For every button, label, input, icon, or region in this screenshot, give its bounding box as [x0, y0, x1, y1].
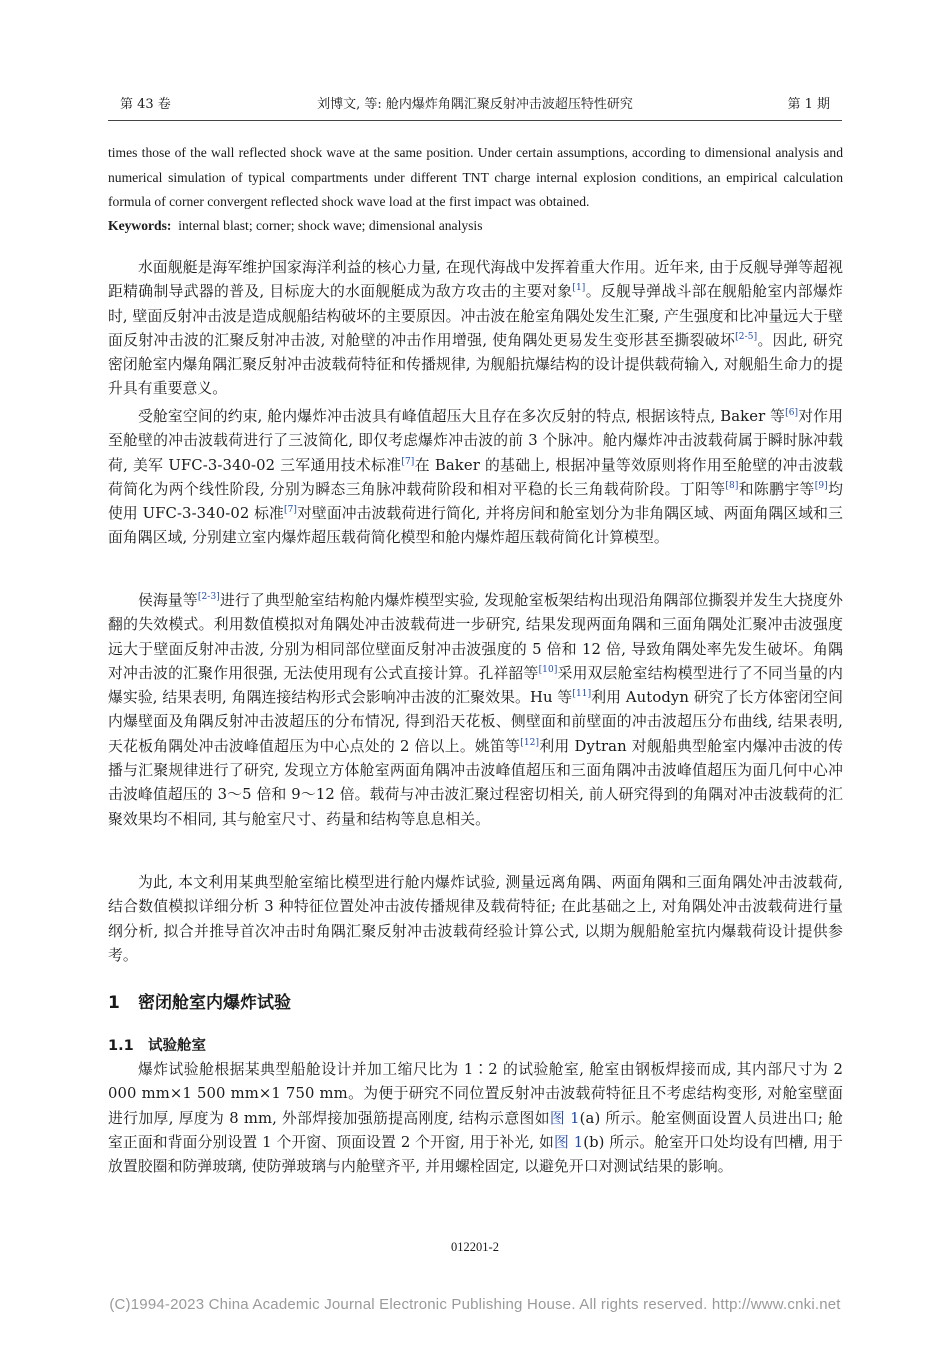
running-title: 刘博文, 等: 舱内爆炸角隅汇聚反射冲击波超压特性研究: [317, 97, 633, 112]
citation-link[interactable]: [6]: [785, 408, 799, 419]
header-divider: [108, 120, 842, 121]
p3-text-a: 侯海量等: [138, 592, 198, 609]
subsection-heading-1-1: [108, 1034, 206, 1058]
p2-text-f: 对壁面冲击波载荷进行简化, 并将房间和舱室划分为非角隅区域、两面角隅区域和三面角隅区域, 分别建立室内爆炸超压载荷简化模型和舱内爆炸超压载荷简化计算模型。: [108, 505, 843, 547]
subsection-number: 1.1: [108, 1038, 134, 1054]
citation-link[interactable]: [2-3]: [197, 592, 220, 603]
section-title: 密闭舱室内爆炸试验: [138, 993, 291, 1013]
copyright-footer: (C)1994-2023 China Academic Journal Electronic Publishing House. All rights reserved. http://www.cnki.net: [109, 1296, 841, 1313]
p1-text-c: 。因此, 研究密闭舱室内爆角隅汇聚反射冲击波载荷特征和传播规律, 为舰船抗爆结构的设计提供载荷输入, 对舰船生命力的提升具有重要意义。: [108, 331, 844, 398]
intro-paragraph-2: [108, 405, 843, 551]
abstract-continuation: times those of the wall reflected shock wave at the same position. Under certain assumptions, according to dimensional analysis and numerical simulation of typical compartments under different TNT charge internal explosion conditions, an empirical calculation formula of corner convergent reflected shock wave load at the first impact was obtained.: [108, 145, 843, 209]
citation-link[interactable]: [9]: [814, 480, 828, 491]
p2-text-a: 受舱室空间的约束, 舱内爆炸冲击波具有峰值超压大且存在多次反射的特点, 根据该特点, Baker 等: [138, 408, 786, 425]
citation-link[interactable]: [11]: [572, 689, 592, 700]
p3-text-d: 利用 Autodyn 研究了长方体密闭空间内爆壁面及角隅反射冲击波超压的分布情况, 得到沿天花板、侧壁面和前壁面的冲击波超压分布曲线, 结果表明, 天花板角隅处冲击波峰值超压为中心点处的 2 倍以上。姚笛等: [108, 689, 843, 755]
p2-text-d: 和陈鹏宇等: [738, 480, 815, 498]
section-number: 1: [108, 993, 120, 1013]
citation-link[interactable]: [12]: [520, 737, 540, 748]
p1-text-a: 水面舰艇是海军维护国家海洋利益的核心力量, 在现代海战中发挥着重大作用。近年来, 由于反舰导弹等超视距精确制导武器的普及, 目标庞大的水面舰艇成为敌方攻击的主要对象: [108, 259, 843, 301]
p4-text: 为此, 本文利用某典型舱室缩比模型进行舱内爆炸试验, 测量远离角隅、两面角隅和三面角隅处冲击波载荷, 结合数值模拟详细分析 3 种特征位置处冲击波传播规律及载荷特征; 在此基础之上, 对角隅处冲击波载荷进行量纲分析, 拟合并推导首次冲击时角隅汇聚反射冲击波载荷经验计算公式, 以期为舰船舱室抗内爆载荷设计提供参考。: [108, 874, 843, 964]
subsection-title: 试验舱室: [148, 1038, 206, 1054]
figure-link[interactable]: 图 1: [549, 1109, 580, 1127]
keywords-label: Keywords:: [108, 218, 172, 233]
section-heading-1: [108, 990, 291, 1016]
issue-label: 第 1 期: [787, 97, 830, 112]
p5-text-c: (b) 所示。舱室开口处均设有凹槽, 用于放置胶圈和防弹玻璃, 使防弹玻璃与内舱壁齐平, 并用螺栓固定, 以避免开口对测试结果的影响。: [108, 1133, 843, 1176]
section-paragraph-1: [108, 1058, 843, 1179]
p3-text-b: 进行了典型舱室结构舱内爆炸模型实验, 发现舱室板架结构出现沿角隅部位撕裂并发生大挠度外翻的失效模式。利用数值模拟对角隅处冲击波载荷进一步研究, 结果发现两面角隅和三面角隅处汇聚冲击波强度远大于壁面反射冲击波, 分别为相同部位壁面反射冲击波强度的 5 倍和 12 倍, 导致角隅处率先发生破坏。角隅对冲击波的汇聚作用很强, 无法使用现有公式直接计算。孔祥韶等: [108, 592, 843, 682]
running-header: [108, 94, 842, 116]
figure-link[interactable]: 图 1: [553, 1133, 584, 1151]
citation-link[interactable]: [7]: [401, 456, 415, 467]
p3-text-c: 采用双层舱室结构模型进行了不同当量的内爆实验, 结果表明, 角隅连接结构形式会影响冲击波的汇聚效果。Hu 等: [108, 664, 843, 707]
p2-text-b: 对作用至舱壁的冲击波载荷进行了三波简化, 即仅考虑爆炸冲击波的前 3 个脉冲。舱内爆炸冲击波载荷属于瞬时脉冲载荷, 美军 UFC-3-340-02 三军通用技术标准: [108, 408, 844, 474]
volume-label: 第 43 卷: [120, 97, 171, 112]
citation-link[interactable]: [1]: [572, 283, 586, 294]
page-number: 012201-2: [451, 1240, 499, 1254]
citation-link[interactable]: [7]: [283, 505, 298, 516]
citation-link[interactable]: [8]: [725, 480, 739, 491]
citation-link[interactable]: [2-5]: [735, 331, 758, 342]
p2-text-e: 均使用 UFC-3-340-02 标准: [108, 480, 843, 523]
p1-text-b: 。反舰导弹战斗部在舰船舱室内部爆炸时, 壁面反射冲击波是造成舰船结构破坏的主要原因。冲击波在舱室角隅处发生汇聚, 产生强度和比冲量远大于壁面反射冲击波的汇聚反射冲击波, 对舱壁的冲击作用增强, 使角隅处更易发生变形甚至撕裂破坏: [108, 283, 843, 349]
citation-link[interactable]: [10]: [538, 664, 558, 675]
keywords-line: [108, 214, 843, 238]
keywords-text: internal blast; corner; shock wave; dimensional analysis: [178, 218, 483, 233]
p2-text-c: 在 Baker 的基础上, 根据冲量等效原则将作用至舱壁的冲击波载荷简化为两个线性阶段, 分别为瞬态三角脉冲载荷阶段和相对平稳的长三角载荷阶段。丁阳等: [108, 456, 844, 498]
p3-text-e: 利用 Dytran 对舰船典型舱室内爆冲击波的传播与汇聚规律进行了研究, 发现立方体舱室两面角隅冲击波峰值超压和三面角隅冲击波峰值超压为面几何中心冲击波峰值超压的 3～5 倍和 9～12 倍。载荷与冲击波汇聚过程密切相关, 前人研究得到的角隅对冲击波载荷的汇聚效果均不相同, 其与舱室尺寸、药量和结构等息息相关。: [108, 737, 843, 828]
intro-paragraph-4: [108, 871, 843, 968]
p5-text-b: (a) 所示。舱室侧面设置人员进出口; 舱室正面和背面分别设置 1 个开窗、顶面设置 2 个开窗, 用于补光, 如: [108, 1109, 843, 1151]
intro-paragraph-1: [108, 256, 843, 402]
intro-paragraph-3: [108, 589, 843, 832]
p5-text-a: 爆炸试验舱根据某典型船舱设计并加工缩尺比为 1∶2 的试验舱室, 舱室由钢板焊接而成, 其内部尺寸为 2 000 mm×1 500 mm×1 750 mm。为便于研究不同位置反射冲击波载荷特征且不考虑结构变形, 对舱室壁面进行加厚, 厚度为 8 mm, 外部焊接加强筋提高刚度, 结构示意图如: [108, 1061, 843, 1127]
